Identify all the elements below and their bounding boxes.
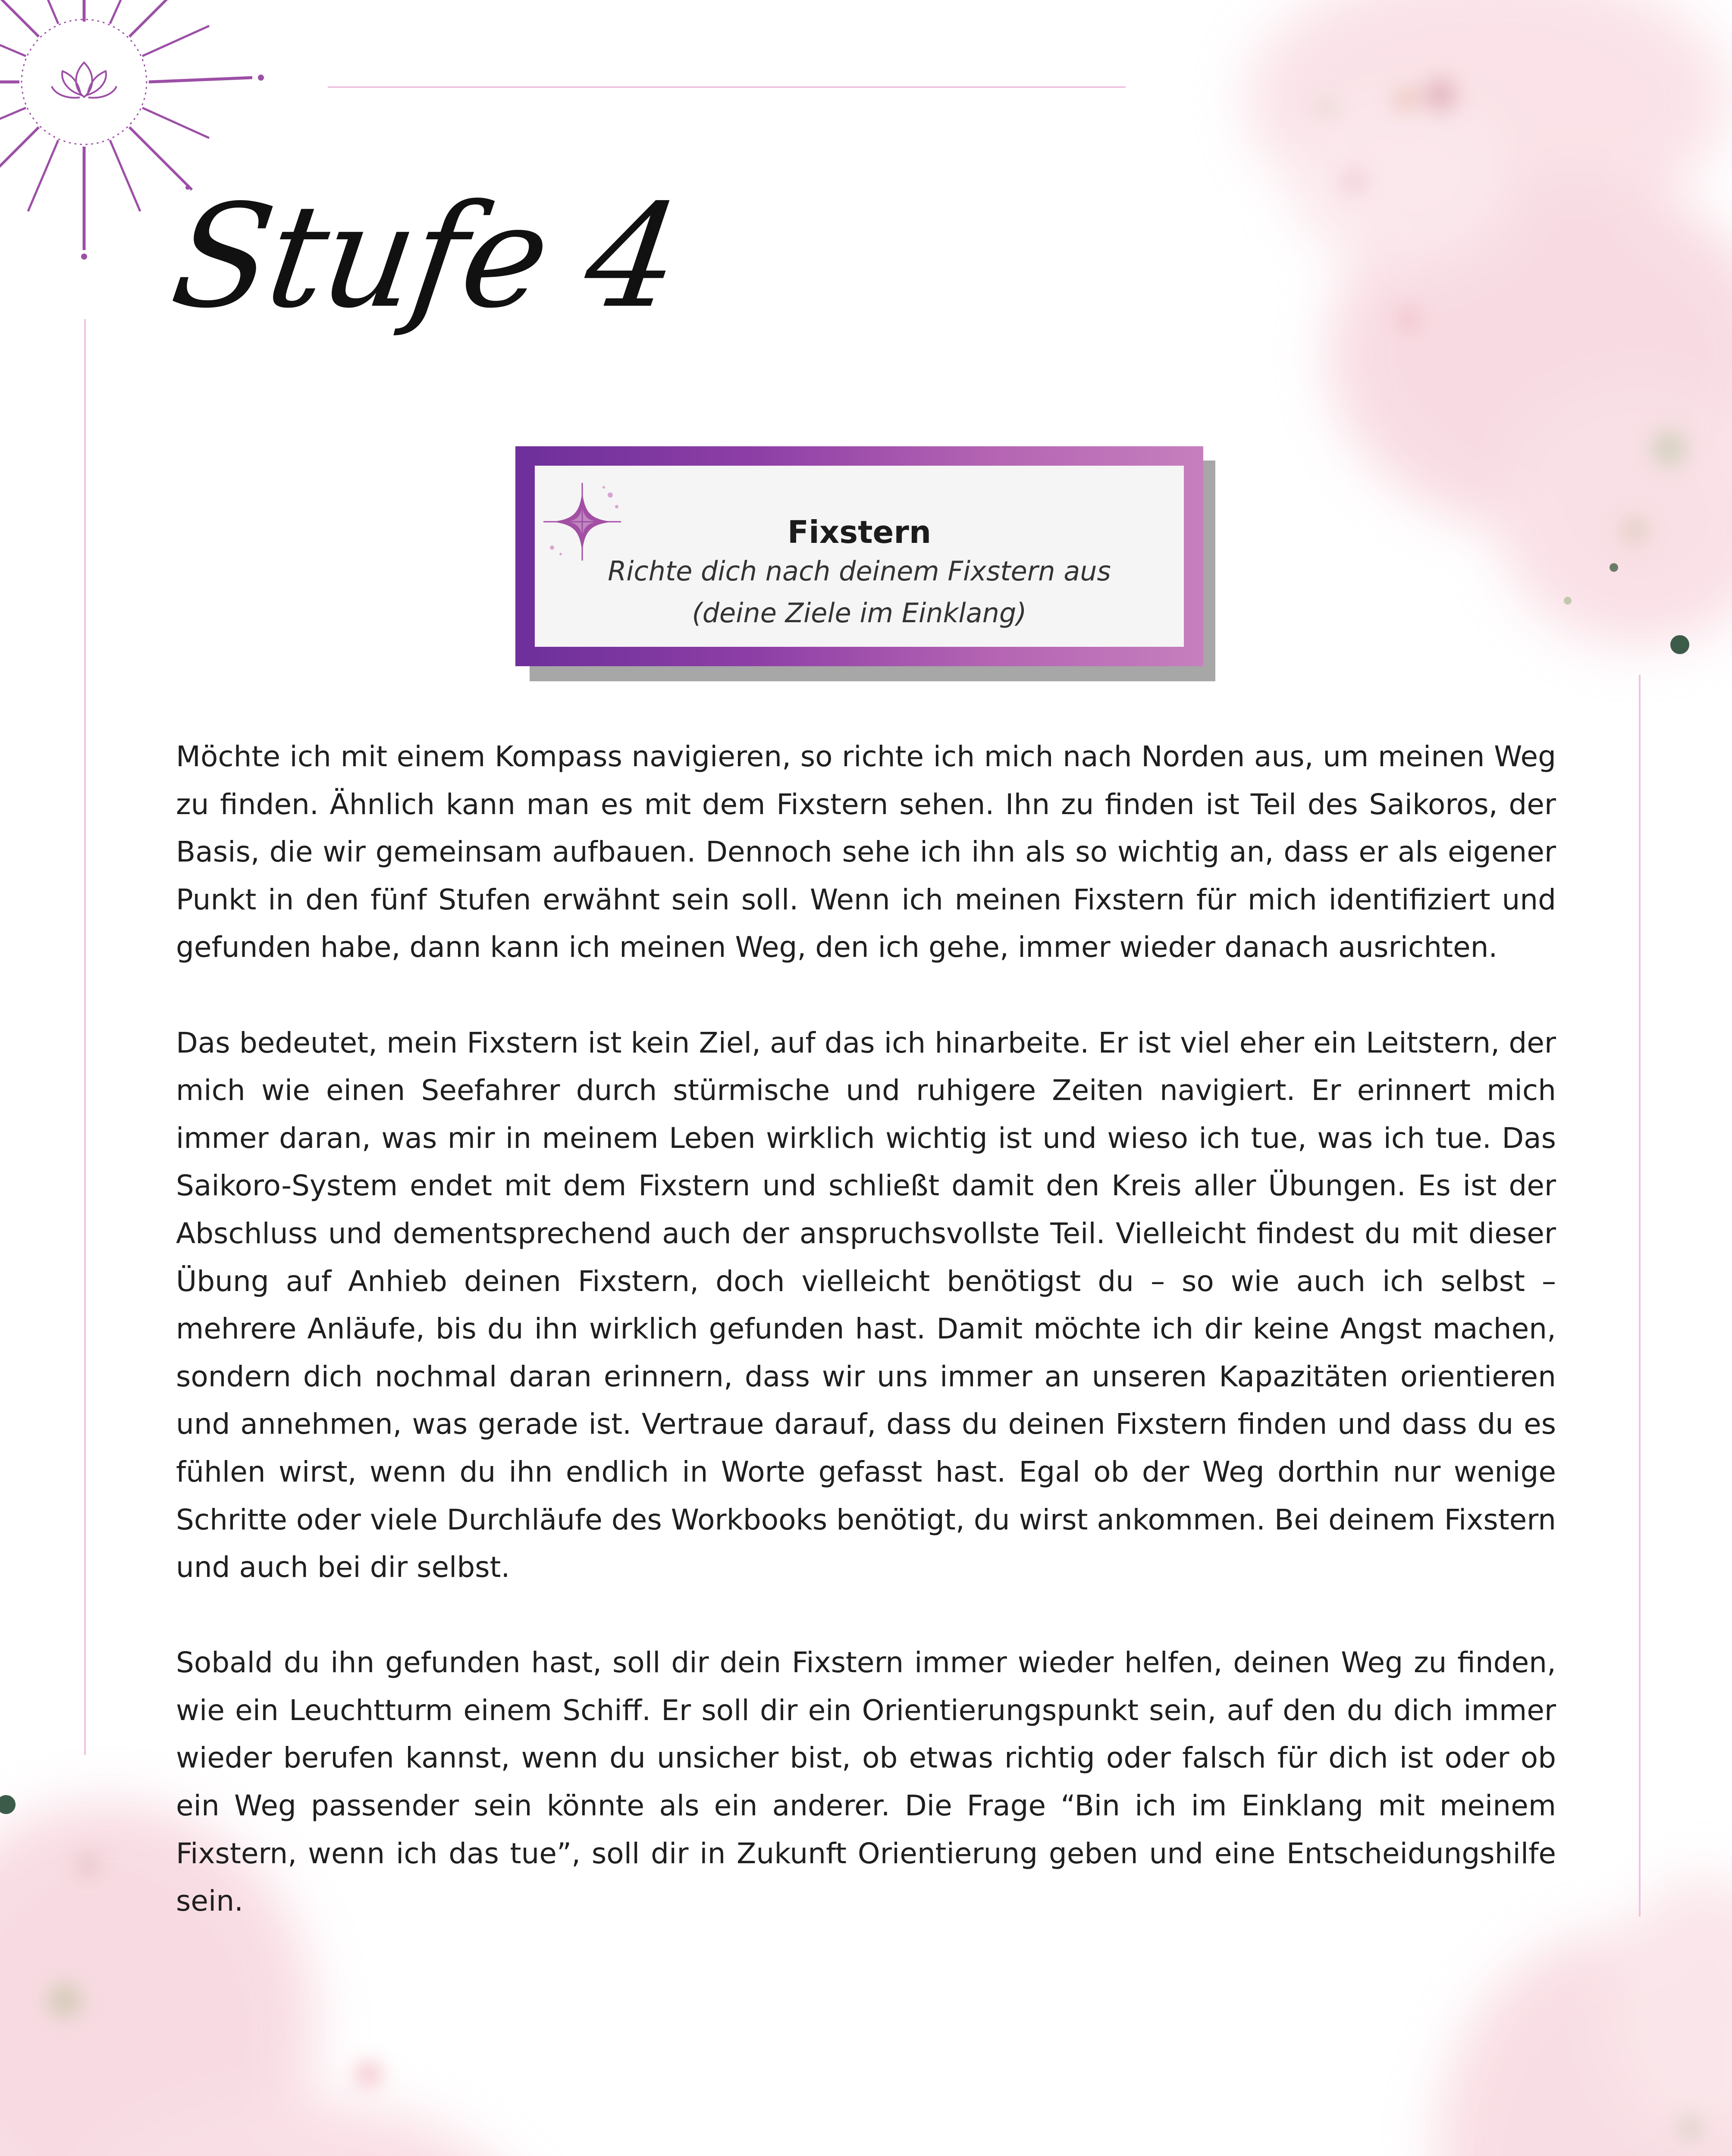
body-text bbox=[176, 733, 1556, 1973]
info-box-title: Fixstern bbox=[787, 514, 932, 550]
top-rule bbox=[328, 86, 1126, 88]
splatter-dot bbox=[1564, 597, 1572, 605]
paragraph-1: Möchte ich mit einem Kompass navigieren, so richte ich mich nach Norden aus, um meinen Weg zu finden. Ähnlich kann man es mit dem Fixstern sehen. Ihn zu finden ist Teil des Saikoros, der Basis, die wir gemeinsam aufbauen. Dennoch sehe ich ihn als so wichtig an, dass er als eigener Punkt in den fünf Stufen erwähnt sein soll. Wenn ich meinen Fixstern für mich identifiziert und gefunden habe, dann kann ich meinen Weg, den ich gehe, immer wieder danach ausrichten. bbox=[176, 740, 1556, 964]
info-box-inner bbox=[535, 466, 1184, 647]
info-box-subtitle-line2: (deine Ziele im Einklang) bbox=[692, 597, 1027, 629]
paragraph-2: Das bedeutet, mein Fixstern ist kein Ziel, auf das ich hinarbeite. Er ist viel eher ein Leitstern, der mich wie einen Seefahrer durch stürmische und ruhigere Zeiten navigiert. Er erinnert mich immer daran, was mir in meinem Leben wirklich wichtig ist und wieso ich tue, was ich tue. Das Saikoro-System endet mit dem Fixstern und schließt damit den Kreis aller Übungen. Es ist der Abschluss und dementsprechend auch der anspruchsvollste Teil. Vielleicht findest du mit dieser Übung auf Anhieb deinen Fixstern, doch vielleicht benötigst du – so wie auch ich selbst – mehrere Anläufe, bis du ihn wirklich gefunden hast. Damit möchte ich dir keine Angst machen, sondern dich nochmal daran erinnern, dass wir uns immer an unseren Kapazitäten orientieren und annehmen, was gerade ist. Vertraue darauf, dass du deinen Fixstern finden und dass du es fühlen wirst, wenn du ihn endlich in Worte gefasst hast. Egal ob der Weg dorthin nur wenige Schritte oder viele Durchläufe des Workbooks benötigt, du wirst ankommen. Bei deinem Fixstern und auch bei dir selbst. bbox=[176, 1026, 1556, 1584]
splatter-dark-left bbox=[0, 1795, 16, 1814]
right-vertical-rule bbox=[1639, 675, 1641, 1917]
info-box bbox=[515, 446, 1203, 666]
page-title: Stufe 4 bbox=[163, 174, 687, 339]
watercolor-top-right bbox=[1246, 0, 1732, 647]
left-vertical-rule bbox=[84, 319, 86, 1755]
splatter-dot bbox=[1610, 563, 1618, 572]
info-box-subtitle-line1: Richte dich nach deinem Fixstern aus bbox=[608, 555, 1111, 587]
paragraph-3: Sobald du ihn gefunden hast, soll dir dein Fixstern immer wieder helfen, deinen Weg zu finden, wie ein Leuchtturm einem Schiff. Er soll dir ein Orientierungspunkt sein, auf den du dich immer wieder berufen kannst, wenn du unsicher bist, ob etwas richtig oder falsch für dich ist oder ob ein Weg passender sein könnte als ein anderer. Die Frage “Bin ich im Einklang mit meinem Fixstern, wenn ich das tue”, soll dir in Zukunft Orientierung geben und eine Entscheidungshilfe sein. bbox=[176, 1646, 1556, 1918]
splatter-dark-right bbox=[1670, 635, 1689, 654]
